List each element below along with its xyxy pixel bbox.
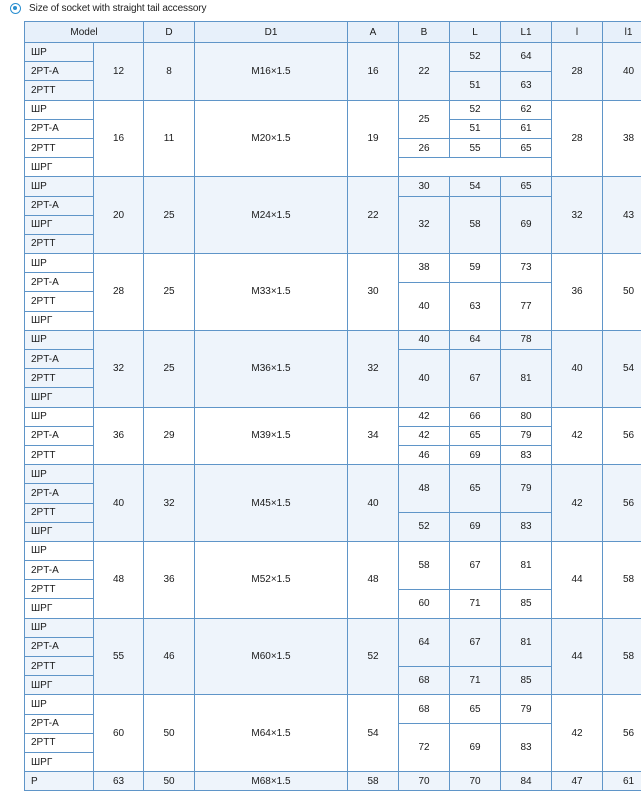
a-cell: 34: [348, 407, 399, 465]
table-row: [25, 177, 641, 187]
l-upper-cell: 52: [450, 43, 501, 72]
l-upper-cell: 64: [450, 330, 501, 349]
model-cell: ШР: [25, 100, 94, 119]
header-model: Model: [25, 22, 144, 43]
header-row: [25, 22, 641, 43]
l-upper-cell: 52: [450, 100, 501, 119]
b-cell: 40: [399, 350, 450, 408]
l-upper-cell: 63: [450, 282, 501, 330]
l-upper-cell: 65: [450, 426, 501, 445]
d1-cell: M36×1.5: [195, 330, 348, 407]
l1-lower-cell: 38: [603, 100, 641, 177]
b-cell: 30: [399, 177, 450, 196]
model-cell: 2PT-A: [25, 119, 94, 138]
l1-upper-cell: 61: [501, 119, 552, 138]
d1-cell: M20×1.5: [195, 100, 348, 177]
l-upper-cell: 55: [450, 138, 501, 157]
d-upper-cell: 32: [94, 330, 144, 407]
l1-upper-cell: 80: [501, 407, 552, 426]
l-upper-cell: 70: [450, 772, 501, 791]
model-cell: 2PT-A: [25, 62, 94, 81]
l1-upper-cell: 79: [501, 465, 552, 513]
model-cell: ШР: [25, 541, 94, 560]
l1-upper-cell: 83: [501, 724, 552, 772]
l1-lower-cell: 50: [603, 254, 641, 331]
l-upper-cell: 58: [450, 196, 501, 254]
l1-upper-cell: 63: [501, 71, 552, 100]
model-cell: 2PT-A: [25, 714, 94, 733]
l-upper-cell: 69: [450, 445, 501, 464]
d-upper-cell: 28: [94, 254, 144, 331]
d-cell: 11: [144, 100, 195, 177]
l-lower-cell: 40: [552, 330, 603, 407]
d-upper-cell: 48: [94, 541, 144, 618]
l-lower-cell: 42: [552, 695, 603, 772]
header-d-upper: D: [144, 22, 195, 43]
l-upper-cell: 69: [450, 513, 501, 542]
model-cell: 2PT-A: [25, 350, 94, 369]
l-upper-cell: 67: [450, 350, 501, 408]
b-cell: 42: [399, 407, 450, 426]
b-cell: 52: [399, 513, 450, 542]
l-lower-cell: 42: [552, 465, 603, 542]
l1-upper-cell: 81: [501, 350, 552, 408]
l1-upper-cell: 78: [501, 330, 552, 349]
model-cell: 2PTT: [25, 657, 94, 676]
d-cell: 25: [144, 254, 195, 331]
d-cell: 25: [144, 177, 195, 254]
a-cell: 52: [348, 618, 399, 695]
model-cell: 2PTT: [25, 503, 94, 522]
l-lower-cell: 28: [552, 43, 603, 101]
l1-lower-cell: 58: [603, 618, 641, 695]
d1-cell: M16×1.5: [195, 43, 348, 101]
header-l: L: [450, 22, 501, 43]
b-cell: 46: [399, 445, 450, 464]
l1-lower-cell: 58: [603, 541, 641, 618]
b-cell: 68: [399, 666, 450, 695]
d-upper-cell: 36: [94, 407, 144, 465]
model-cell: ШРГ: [25, 599, 94, 618]
l-lower-cell: 47: [552, 772, 603, 791]
l-upper-cell: 65: [450, 695, 501, 724]
model-cell: 2PT-A: [25, 273, 94, 292]
d1-cell: M68×1.5: [195, 772, 348, 791]
b-cell: 70: [399, 772, 450, 791]
l1-upper-cell: 65: [501, 138, 552, 157]
l1-upper-cell: 83: [501, 445, 552, 464]
model-cell: 2PTT: [25, 234, 94, 253]
l-lower-cell: 42: [552, 407, 603, 465]
b-cell: 40: [399, 282, 450, 330]
b-cell: 48: [399, 465, 450, 513]
l-lower-cell: 44: [552, 618, 603, 695]
l-upper-cell: 67: [450, 541, 501, 589]
b-cell: 42: [399, 426, 450, 445]
b-cell: 72: [399, 724, 450, 772]
page-title-row: [4, 1, 206, 15]
l1-upper-cell: 79: [501, 695, 552, 724]
d-cell: 36: [144, 541, 195, 618]
a-cell: 54: [348, 695, 399, 772]
header-b: B: [399, 22, 450, 43]
table-row: [25, 618, 641, 628]
model-cell: ШРГ: [25, 676, 94, 695]
model-cell: 2PTT: [25, 369, 94, 388]
l1-upper-cell: 77: [501, 282, 552, 330]
target-icon: [10, 3, 21, 14]
a-cell: 48: [348, 541, 399, 618]
page-title: Size of socket with straight tail accessory: [29, 2, 207, 14]
b-cell: 25: [399, 100, 450, 138]
table-row: [25, 254, 641, 264]
header-d1: D1: [195, 22, 348, 43]
a-cell: 40: [348, 465, 399, 542]
model-cell: 2PT-A: [25, 196, 94, 215]
d-upper-cell: 16: [94, 100, 144, 177]
a-cell: 30: [348, 254, 399, 331]
b-cell: 68: [399, 695, 450, 724]
a-cell: 16: [348, 43, 399, 101]
d1-cell: M33×1.5: [195, 254, 348, 331]
d-cell: 25: [144, 330, 195, 407]
table-row: [25, 407, 641, 417]
l1-upper-cell: 81: [501, 541, 552, 589]
d-cell: 46: [144, 618, 195, 695]
l-upper-cell: 71: [450, 589, 501, 618]
l1-lower-cell: 40: [603, 43, 641, 101]
model-cell: ШРГ: [25, 158, 94, 177]
model-cell: 2PTT: [25, 138, 94, 157]
l1-lower-cell: 61: [603, 772, 641, 791]
l1-upper-cell: 65: [501, 177, 552, 196]
l1-upper-cell: 69: [501, 196, 552, 254]
l-upper-cell: 59: [450, 254, 501, 283]
model-cell: 2PT-A: [25, 426, 94, 445]
l1-upper-cell: 83: [501, 513, 552, 542]
l-lower-cell: 44: [552, 541, 603, 618]
a-cell: 58: [348, 772, 399, 791]
l-upper-cell: 69: [450, 724, 501, 772]
b-cell: 40: [399, 330, 450, 349]
header-l1-lower: l1: [603, 22, 641, 43]
model-cell: ШР: [25, 618, 94, 637]
l1-upper-cell: 79: [501, 426, 552, 445]
model-cell: ШР: [25, 177, 94, 196]
l1-upper-cell: 85: [501, 666, 552, 695]
model-cell: ШР: [25, 465, 94, 484]
l1-upper-cell: 84: [501, 772, 552, 791]
model-cell: 2PTT: [25, 292, 94, 311]
d-cell: 50: [144, 772, 195, 791]
model-cell: ШР: [25, 330, 94, 349]
header-l-lower: l: [552, 22, 603, 43]
model-cell: 2PTT: [25, 733, 94, 752]
model-cell: ШРГ: [25, 311, 94, 330]
b-cell: 38: [399, 254, 450, 283]
model-cell: ШРГ: [25, 752, 94, 771]
d-cell: 32: [144, 465, 195, 542]
l-lower-cell: 28: [552, 100, 603, 177]
d-upper-cell: 63: [94, 772, 144, 791]
b-cell: 26: [399, 138, 450, 157]
d-upper-cell: 20: [94, 177, 144, 254]
model-cell: 2PT-A: [25, 637, 94, 656]
model-cell: ШР: [25, 407, 94, 426]
l-upper-cell: 51: [450, 71, 501, 100]
a-cell: 19: [348, 100, 399, 177]
b-cell: 22: [399, 43, 450, 101]
header-a: A: [348, 22, 399, 43]
l-lower-cell: 32: [552, 177, 603, 254]
l-lower-cell: 36: [552, 254, 603, 331]
d-upper-cell: 55: [94, 618, 144, 695]
model-cell: 2PTT: [25, 580, 94, 599]
l-upper-cell: 65: [450, 465, 501, 513]
d1-cell: M39×1.5: [195, 407, 348, 465]
l1-lower-cell: 56: [603, 695, 641, 772]
a-cell: 32: [348, 330, 399, 407]
d-upper-cell: 40: [94, 465, 144, 542]
header-l1: L1: [501, 22, 552, 43]
table-row-last: [25, 772, 641, 791]
table-row: [25, 100, 641, 110]
d-cell: 8: [144, 43, 195, 101]
table-row: [25, 465, 641, 475]
l1-upper-cell: 81: [501, 618, 552, 666]
table-row: [25, 43, 641, 53]
model-cell: ШРГ: [25, 522, 94, 541]
model-cell: 2PT-A: [25, 561, 94, 580]
l-upper-cell: 54: [450, 177, 501, 196]
d-upper-cell: 60: [94, 695, 144, 772]
d-upper-cell: 12: [94, 43, 144, 101]
l1-lower-cell: 43: [603, 177, 641, 254]
d1-cell: M60×1.5: [195, 618, 348, 695]
b-cell: 64: [399, 618, 450, 666]
l1-upper-cell: 62: [501, 100, 552, 119]
socket-size-table: [24, 21, 641, 791]
d1-cell: M64×1.5: [195, 695, 348, 772]
d1-cell: M24×1.5: [195, 177, 348, 254]
b-cell: 32: [399, 196, 450, 254]
l1-upper-cell: 73: [501, 254, 552, 283]
table-row: [25, 695, 641, 705]
l1-lower-cell: 54: [603, 330, 641, 407]
a-cell: 22: [348, 177, 399, 254]
table-row: [25, 541, 641, 551]
model-cell: ШР: [25, 43, 94, 62]
b-cell: 60: [399, 589, 450, 618]
l-upper-cell: 67: [450, 618, 501, 666]
d-cell: 50: [144, 695, 195, 772]
l1-upper-cell: 85: [501, 589, 552, 618]
b-cell: 58: [399, 541, 450, 589]
model-cell: 2PT-A: [25, 484, 94, 503]
d-cell: 29: [144, 407, 195, 465]
l-upper-cell: 51: [450, 119, 501, 138]
l1-lower-cell: 56: [603, 465, 641, 542]
table-row: [25, 330, 641, 340]
l-upper-cell: 71: [450, 666, 501, 695]
d1-cell: M45×1.5: [195, 465, 348, 542]
model-cell: ШРГ: [25, 388, 94, 407]
model-cell: 2PTT: [25, 445, 94, 464]
model-cell: ШР: [25, 695, 94, 714]
model-cell: 2PTT: [25, 81, 94, 100]
l-upper-cell: 66: [450, 407, 501, 426]
model-cell: P: [25, 772, 94, 791]
l1-upper-cell: 64: [501, 43, 552, 72]
l1-lower-cell: 56: [603, 407, 641, 465]
model-cell: ШРГ: [25, 215, 94, 234]
model-cell: ШР: [25, 254, 94, 273]
d1-cell: M52×1.5: [195, 541, 348, 618]
